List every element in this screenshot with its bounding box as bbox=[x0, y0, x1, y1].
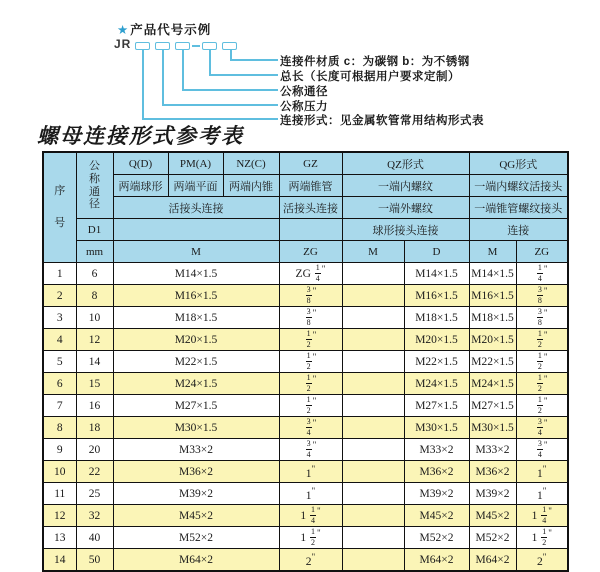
cell-qg_zg: 1" bbox=[516, 483, 568, 505]
cell-no: 7 bbox=[43, 395, 76, 417]
cell-qg_m: M14×1.5 bbox=[469, 263, 516, 285]
cell-qz_d: M64×2 bbox=[404, 549, 469, 572]
table-header bbox=[43, 152, 568, 263]
leader-line bbox=[209, 74, 278, 76]
code-box-5 bbox=[222, 42, 237, 50]
cell-qz_m bbox=[342, 527, 404, 549]
cell-qz_m bbox=[342, 417, 404, 439]
cell-gz: $\frac{3}{4}$ " bbox=[279, 439, 342, 461]
cell-mm: 10 bbox=[76, 307, 113, 329]
code-box-2 bbox=[155, 42, 170, 50]
leader-line bbox=[182, 89, 278, 91]
cell-qz_d: M30×1.5 bbox=[404, 417, 469, 439]
cell-mm: 32 bbox=[76, 505, 113, 527]
cell-qg_m: M45×2 bbox=[469, 505, 516, 527]
cell-no: 14 bbox=[43, 549, 76, 572]
cell-mm: 20 bbox=[76, 439, 113, 461]
header-pm: PM(A) bbox=[168, 152, 223, 175]
code-label-diameter: 公称通径 bbox=[280, 86, 328, 98]
cell-no: 12 bbox=[43, 505, 76, 527]
code-prefix: JR bbox=[114, 37, 132, 51]
header-qz-d: D bbox=[404, 241, 469, 263]
cell-no: 3 bbox=[43, 307, 76, 329]
table-row bbox=[43, 549, 568, 572]
header-qg-m: M bbox=[469, 241, 516, 263]
cell-no: 5 bbox=[43, 351, 76, 373]
header-gz: GZ bbox=[279, 152, 342, 175]
code-dash bbox=[192, 45, 200, 47]
header-nz-desc: 两端内锥 bbox=[223, 175, 279, 197]
cell-qz_d: M20×1.5 bbox=[404, 329, 469, 351]
cell-qz_m bbox=[342, 373, 404, 395]
cell-m: M14×1.5 bbox=[113, 263, 279, 285]
cell-gz: $\frac{1}{2}$ " bbox=[279, 329, 342, 351]
header-serial: 序号 bbox=[43, 152, 76, 263]
cell-gz: ZG $\frac{1}{4}$ " bbox=[279, 263, 342, 285]
cell-mm: 16 bbox=[76, 395, 113, 417]
cell-qg_zg: $\frac{3}{8}$ " bbox=[516, 285, 568, 307]
nut-connection-table bbox=[42, 151, 569, 572]
cell-qg_zg: $\frac{1}{2}$ " bbox=[516, 373, 568, 395]
cell-no: 11 bbox=[43, 483, 76, 505]
header-qz-conn: 球形接头连接 bbox=[342, 219, 469, 241]
cell-gz: 1" bbox=[279, 483, 342, 505]
leader-line bbox=[182, 50, 184, 90]
cell-qz_m bbox=[342, 483, 404, 505]
table-row bbox=[43, 395, 568, 417]
table-row bbox=[43, 439, 568, 461]
cell-qz_m bbox=[342, 285, 404, 307]
cell-m: M36×2 bbox=[113, 461, 279, 483]
cell-qz_d: M52×2 bbox=[404, 527, 469, 549]
cell-m: M18×1.5 bbox=[113, 307, 279, 329]
cell-qg_zg: $\frac{1}{2}$ " bbox=[516, 351, 568, 373]
cell-mm: 18 bbox=[76, 417, 113, 439]
table-row bbox=[43, 483, 568, 505]
table-title: 螺母连接形式参考表 bbox=[37, 124, 244, 148]
cell-no: 1 bbox=[43, 263, 76, 285]
header-qg-zg: ZG bbox=[516, 241, 568, 263]
table-row bbox=[43, 351, 568, 373]
header-qg-desc2: 一端锥管螺纹接头 bbox=[469, 197, 568, 219]
table-row bbox=[43, 417, 568, 439]
cell-qz_d: M24×1.5 bbox=[404, 373, 469, 395]
cell-qg_zg: 1 $\frac{1}{2}$ " bbox=[516, 527, 568, 549]
cell-qg_m: M24×1.5 bbox=[469, 373, 516, 395]
cell-no: 13 bbox=[43, 527, 76, 549]
header-q-desc: 两端球形 bbox=[113, 175, 168, 197]
table-row bbox=[43, 285, 568, 307]
cell-m: M22×1.5 bbox=[113, 351, 279, 373]
leader-line bbox=[162, 104, 278, 106]
header-m: M bbox=[113, 241, 279, 263]
cell-qz_m bbox=[342, 505, 404, 527]
header-joint-conn: 活接头连接 bbox=[113, 197, 279, 219]
leader-line bbox=[142, 50, 144, 119]
header-pm-desc: 两端平面 bbox=[168, 175, 223, 197]
cell-mm: 22 bbox=[76, 461, 113, 483]
header-qz: QZ形式 bbox=[342, 152, 469, 175]
cell-gz: $\frac{1}{2}$ " bbox=[279, 373, 342, 395]
cell-gz: 1" bbox=[279, 461, 342, 483]
header-qz-desc2: 一端外螺纹 bbox=[342, 197, 469, 219]
code-label-material: 连接件材质 c：为碳钢 b：为不锈钢 bbox=[280, 56, 470, 68]
cell-m: M30×1.5 bbox=[113, 417, 279, 439]
header-qz-m: M bbox=[342, 241, 404, 263]
header-blank-gz bbox=[279, 219, 342, 241]
cell-gz: $\frac{3}{8}$ " bbox=[279, 285, 342, 307]
table-body bbox=[43, 263, 568, 572]
cell-qg_zg: $\frac{1}{2}$ " bbox=[516, 329, 568, 351]
cell-qg_m: M22×1.5 bbox=[469, 351, 516, 373]
header-d1: D1 bbox=[76, 219, 113, 241]
cell-qg_m: M27×1.5 bbox=[469, 395, 516, 417]
cell-qg_m: M16×1.5 bbox=[469, 285, 516, 307]
cell-gz: $\frac{3}{8}$ " bbox=[279, 307, 342, 329]
star-icon: ★ bbox=[117, 23, 130, 37]
cell-qz_m bbox=[342, 395, 404, 417]
cell-qz_d: M14×1.5 bbox=[404, 263, 469, 285]
cell-m: M16×1.5 bbox=[113, 285, 279, 307]
cell-m: M45×2 bbox=[113, 505, 279, 527]
cell-m: M39×2 bbox=[113, 483, 279, 505]
header-blank-m bbox=[113, 219, 279, 241]
cell-m: M24×1.5 bbox=[113, 373, 279, 395]
cell-mm: 8 bbox=[76, 285, 113, 307]
leader-line bbox=[162, 50, 164, 105]
cell-gz: 2" bbox=[279, 549, 342, 572]
header-zg: ZG bbox=[279, 241, 342, 263]
cell-qz_m bbox=[342, 307, 404, 329]
cell-no: 2 bbox=[43, 285, 76, 307]
cell-qg_m: M18×1.5 bbox=[469, 307, 516, 329]
cell-qz_d: M36×2 bbox=[404, 461, 469, 483]
header-nominal-diameter: 公称通径 bbox=[76, 152, 113, 219]
product-code-heading-text: 产品代号示例 bbox=[130, 23, 212, 37]
leader-line bbox=[230, 59, 278, 61]
cell-mm: 25 bbox=[76, 483, 113, 505]
cell-no: 4 bbox=[43, 329, 76, 351]
cell-gz: $\frac{3}{4}$ " bbox=[279, 417, 342, 439]
cell-qz_d: M45×2 bbox=[404, 505, 469, 527]
cell-qz_d: M18×1.5 bbox=[404, 307, 469, 329]
table-row bbox=[43, 527, 568, 549]
header-nz: NZ(C) bbox=[223, 152, 279, 175]
cell-qz_m bbox=[342, 263, 404, 285]
cell-m: M27×1.5 bbox=[113, 395, 279, 417]
header-gz-desc: 两端锥管 bbox=[279, 175, 342, 197]
cell-qg_zg: $\frac{3}{4}$ " bbox=[516, 439, 568, 461]
cell-mm: 14 bbox=[76, 351, 113, 373]
cell-mm: 50 bbox=[76, 549, 113, 572]
cell-gz: $\frac{1}{2}$ " bbox=[279, 395, 342, 417]
cell-qz_d: M27×1.5 bbox=[404, 395, 469, 417]
cell-qz_d: M16×1.5 bbox=[404, 285, 469, 307]
cell-qz_m bbox=[342, 549, 404, 572]
cell-gz: 1 $\frac{1}{4}$ " bbox=[279, 505, 342, 527]
cell-mm: 15 bbox=[76, 373, 113, 395]
header-qz-desc1: 一端内螺纹 bbox=[342, 175, 469, 197]
cell-mm: 40 bbox=[76, 527, 113, 549]
code-label-pressure: 公称压力 bbox=[280, 101, 328, 113]
header-mm: mm bbox=[76, 241, 113, 263]
table-row bbox=[43, 373, 568, 395]
table-row bbox=[43, 505, 568, 527]
cell-no: 8 bbox=[43, 417, 76, 439]
cell-qg_m: M64×2 bbox=[469, 549, 516, 572]
cell-qg_zg: $\frac{3}{4}$ " bbox=[516, 417, 568, 439]
cell-no: 10 bbox=[43, 461, 76, 483]
cell-qz_m bbox=[342, 439, 404, 461]
header-gz-joint: 活接头连接 bbox=[279, 197, 342, 219]
cell-qg_m: M52×2 bbox=[469, 527, 516, 549]
code-box-4 bbox=[202, 42, 217, 50]
header-q: Q(D) bbox=[113, 152, 168, 175]
header-qg: QG形式 bbox=[469, 152, 568, 175]
cell-qg_m: M33×2 bbox=[469, 439, 516, 461]
product-code-heading bbox=[117, 20, 211, 38]
table-row bbox=[43, 263, 568, 285]
cell-no: 9 bbox=[43, 439, 76, 461]
cell-qz_m bbox=[342, 329, 404, 351]
cell-no: 6 bbox=[43, 373, 76, 395]
code-label-connection: 连接形式：见金属软管常用结构形式表 bbox=[280, 115, 484, 127]
cell-qg_m: M20×1.5 bbox=[469, 329, 516, 351]
cell-m: M20×1.5 bbox=[113, 329, 279, 351]
cell-qg_zg: $\frac{3}{8}$ " bbox=[516, 307, 568, 329]
cell-gz: $\frac{1}{2}$ " bbox=[279, 351, 342, 373]
cell-qz_m bbox=[342, 351, 404, 373]
cell-qg_zg: 1 $\frac{1}{4}$ " bbox=[516, 505, 568, 527]
cell-m: M52×2 bbox=[113, 527, 279, 549]
header-qg-conn: 连接 bbox=[469, 219, 568, 241]
cell-qz_m bbox=[342, 461, 404, 483]
code-label-length: 总长（长度可根据用户要求定制） bbox=[280, 71, 460, 83]
cell-qg_m: M36×2 bbox=[469, 461, 516, 483]
cell-gz: 1 $\frac{1}{2}$ " bbox=[279, 527, 342, 549]
code-box-3 bbox=[175, 42, 190, 50]
cell-qg_zg: 2" bbox=[516, 549, 568, 572]
cell-m: M64×2 bbox=[113, 549, 279, 572]
cell-mm: 12 bbox=[76, 329, 113, 351]
cell-qz_d: M22×1.5 bbox=[404, 351, 469, 373]
header-qg-desc1: 一端内螺纹活接头 bbox=[469, 175, 568, 197]
cell-qz_d: M39×2 bbox=[404, 483, 469, 505]
table-row bbox=[43, 329, 568, 351]
code-box-1 bbox=[135, 42, 150, 50]
cell-qg_zg: $\frac{1}{2}$ " bbox=[516, 395, 568, 417]
cell-mm: 6 bbox=[76, 263, 113, 285]
table-row bbox=[43, 461, 568, 483]
cell-m: M33×2 bbox=[113, 439, 279, 461]
cell-qg_zg: 1" bbox=[516, 461, 568, 483]
cell-qg_m: M30×1.5 bbox=[469, 417, 516, 439]
cell-qz_d: M33×2 bbox=[404, 439, 469, 461]
cell-qg_zg: $\frac{1}{4}$ " bbox=[516, 263, 568, 285]
leader-line bbox=[209, 50, 211, 75]
table-row bbox=[43, 307, 568, 329]
cell-qg_m: M39×2 bbox=[469, 483, 516, 505]
